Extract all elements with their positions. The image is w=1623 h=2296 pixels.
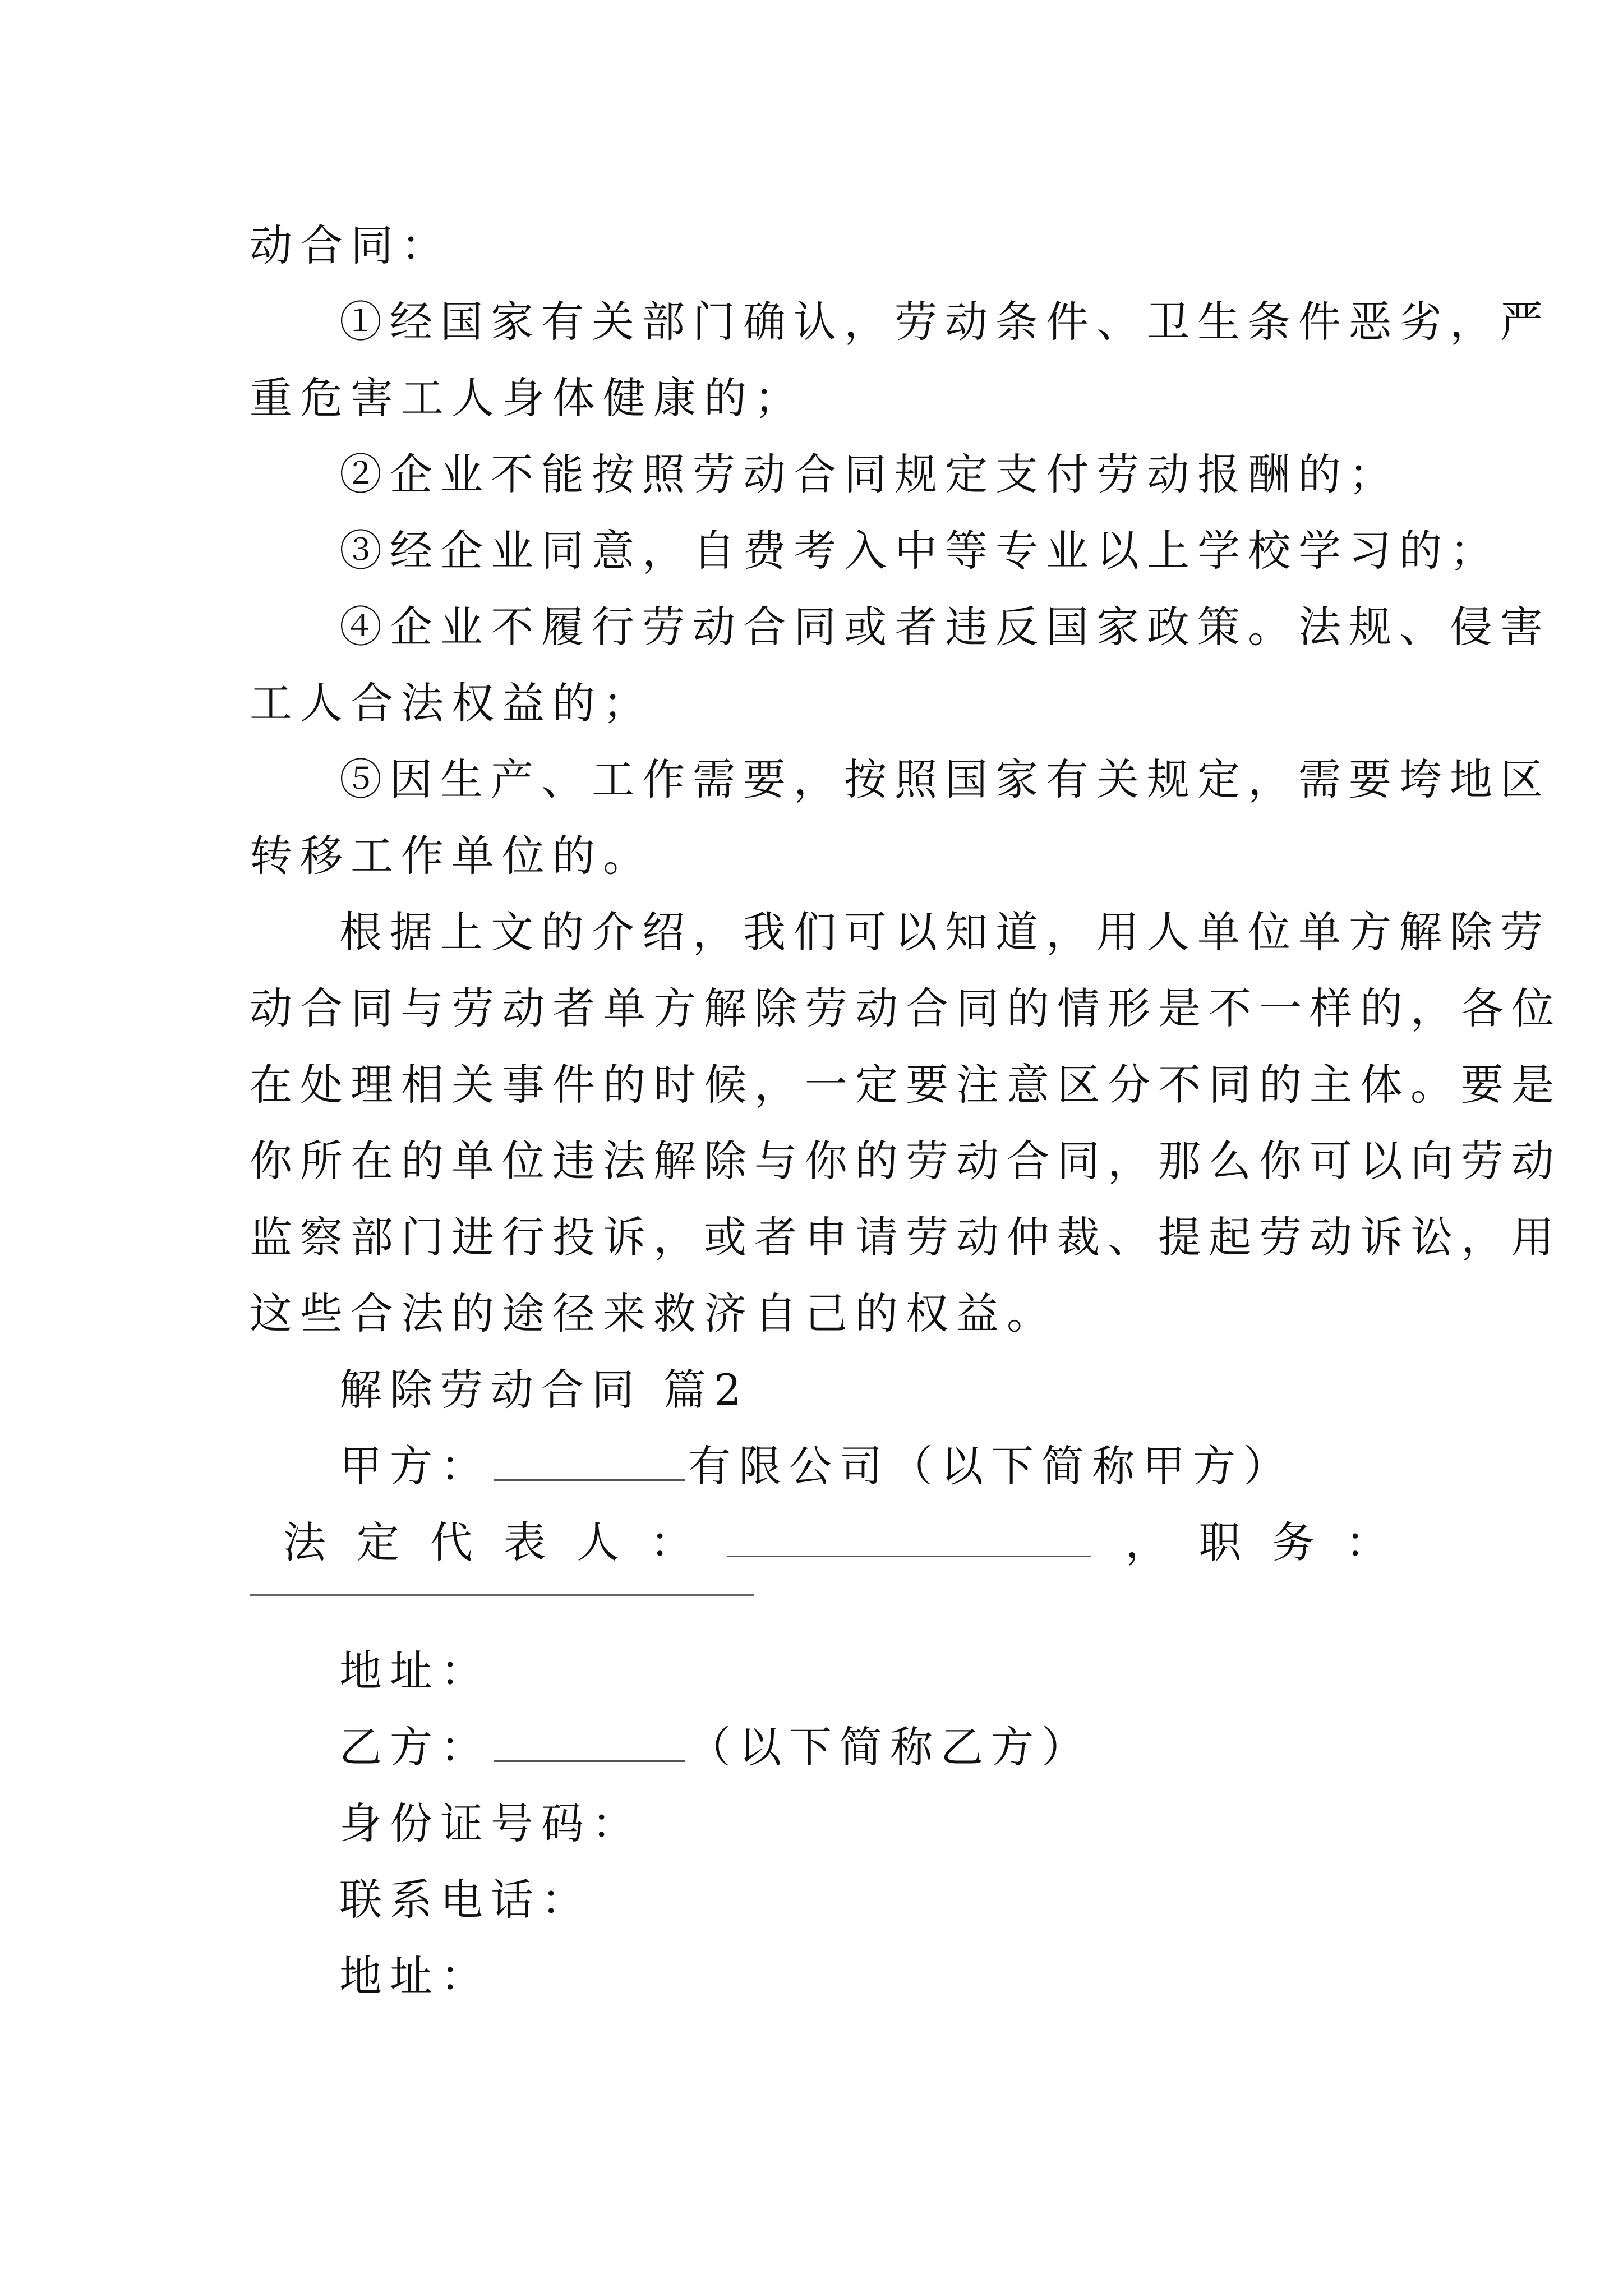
list-item-3: ③经企业同意，自费考入中等专业以上学校学习的； (339, 526, 1500, 576)
list-item-5-continued: 转移工作单位的。 (250, 831, 653, 881)
phone-field: 联系电话： (339, 1875, 592, 1925)
legal-rep-char: ： (649, 1517, 693, 1567)
legal-rep-char: 务 (1272, 1517, 1315, 1567)
list-item-1: ①经国家有关部门确认，劳动条件、卫生条件恶劣，严 (339, 297, 1551, 347)
legal-rep-char: 定 (356, 1517, 399, 1567)
legal-representative-line (250, 1504, 1388, 1581)
section-title: 解除劳动合同 篇2 (339, 1365, 749, 1415)
legal-rep-char: ： (1345, 1517, 1388, 1567)
list-item-4: ④企业不履行劳动合同或者违反国家政策。法规、侵害 (339, 602, 1551, 652)
position-blank[interactable] (250, 1594, 754, 1596)
legal-rep-char: 法 (283, 1517, 326, 1567)
list-item-2: ②企业不能按照劳动合同规定支付劳动报酬的； (339, 449, 1399, 499)
summary-line-5: 监察部门进行投诉，或者申请劳动仲裁、提起劳动诉讼，用 (250, 1212, 1562, 1262)
list-item-1-continued: 重危害工人身体健康的； (250, 373, 805, 423)
legal-rep-char: ， (1125, 1517, 1168, 1567)
document-page (250, 208, 1562, 2014)
party-b-suffix: （以下简称乙方） (688, 1722, 1092, 1772)
summary-line-2: 动合同与劳动者单方解除劳动合同的情形是不一样的，各位 (250, 983, 1562, 1033)
id-number-field: 身份证号码： (339, 1798, 642, 1848)
party-a-address: 地址： (339, 1646, 491, 1696)
summary-line-4: 你所在的单位违法解除与你的劳动合同，那么你可以向劳动 (250, 1136, 1562, 1186)
list-item-4-continued: 工人合法权益的； (250, 678, 653, 728)
party-b-name-blank[interactable] (494, 1726, 685, 1762)
paragraph-line: 动合同： (250, 220, 451, 270)
party-a-suffix: 有限公司（以下简称甲方） (688, 1441, 1294, 1491)
summary-line-1: 根据上文的介绍，我们可以知道，用人单位单方解除劳 (339, 907, 1551, 957)
party-b-line (250, 1709, 1388, 1786)
legal-rep-char: 表 (503, 1517, 546, 1567)
summary-line-6: 这些合法的途径来救济自己的权益。 (250, 1289, 1057, 1338)
party-b-label: 乙方： (339, 1722, 491, 1772)
legal-rep-char: 代 (430, 1517, 473, 1567)
party-a-label: 甲方： (339, 1441, 491, 1491)
legal-rep-char: 人 (577, 1517, 620, 1567)
summary-line-3: 在处理相关事件的时候，一定要注意区分不同的主体。要是 (250, 1060, 1562, 1110)
party-b-address: 地址： (339, 1951, 491, 2001)
party-a-line (250, 1428, 1388, 1504)
list-item-5: ⑤因生产、工作需要，按照国家有关规定，需要垮地区 (339, 754, 1551, 804)
legal-rep-char: 职 (1198, 1517, 1242, 1567)
legal-representative-blank[interactable] (727, 1521, 1091, 1557)
company-name-blank[interactable] (494, 1444, 685, 1481)
